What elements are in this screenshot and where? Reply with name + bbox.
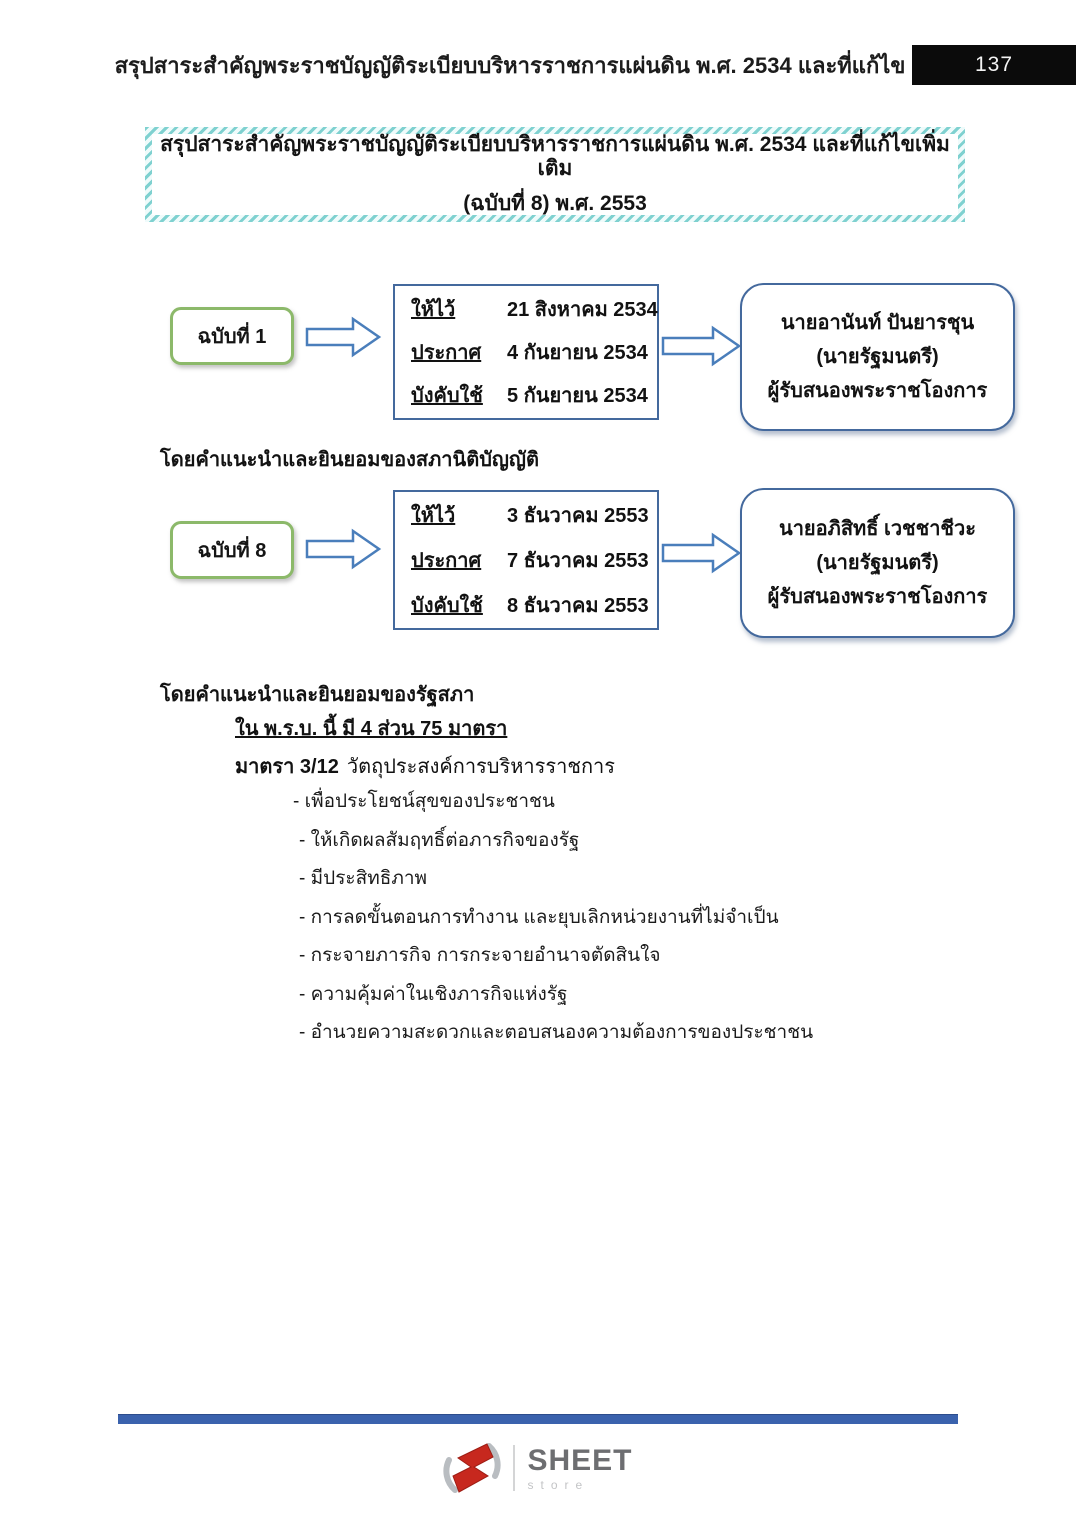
title-line-1: สรุปสาระสำคัญพระราชบัญญัติระเบียบบริหารราชการแผ่นดิน พ.ศ. 2534 และที่แก้ไขเพิ่มเติม — [160, 133, 950, 181]
summary-heading: ใน พ.ร.บ. นี้ มี 4 ส่วน 75 มาตรา — [235, 718, 508, 740]
footer-divider-bar — [118, 1414, 958, 1424]
signer-title: (นายรัฐมนตรี) — [816, 346, 939, 368]
objective-item: - มีประสิทธิภาพ — [299, 868, 428, 889]
date-row — [411, 343, 651, 363]
signer-box-edition-8 — [740, 488, 1015, 638]
date-label: บังคับใช้ — [411, 595, 483, 617]
right-arrow-icon — [305, 316, 383, 358]
section-line — [235, 750, 615, 782]
right-arrow-icon — [661, 532, 743, 574]
objective-item: - การลดขั้นตอนการทำงาน และยุบเลิกหน่วยงานที่ไม่จำเป็น — [299, 906, 779, 928]
edition-1-box — [170, 307, 294, 365]
title-frame-inner — [152, 134, 958, 215]
page-header-title: สรุปสาระสำคัญพระราชบัญญัติระเบียบบริหารราชการแผ่นดิน พ.ศ. 2534 และที่แก้ไข — [114, 53, 906, 78]
section-number: มาตรา 3/12 — [235, 756, 339, 778]
date-label: ให้ไว้ — [411, 299, 456, 321]
signer-box-edition-1 — [740, 283, 1015, 431]
date-value: 3 ธันวาคม 2553 — [507, 505, 649, 527]
logo-brand-sub: store — [527, 1477, 590, 1492]
right-arrow-icon — [305, 528, 383, 570]
dates-box-edition-1 — [393, 284, 659, 420]
signer-role: ผู้รับสนองพระราชโองการ — [767, 586, 988, 608]
page-number: 137 — [974, 53, 1014, 76]
date-row — [411, 386, 651, 406]
title-frame — [145, 127, 965, 222]
logo-text — [527, 1443, 633, 1492]
date-label: ให้ไว้ — [411, 505, 456, 527]
objective-item: - ความคุ้มค่าในเชิงภารกิจแห่งรัฐ — [299, 983, 568, 1005]
advice-note-1: โดยคำแนะนำและยินยอมของสภานิติบัญญัติ — [160, 449, 539, 471]
right-arrow-icon — [661, 325, 743, 367]
edition-8-label: ฉบับที่ 8 — [197, 540, 267, 562]
edition-8-box — [170, 521, 294, 579]
date-row — [411, 596, 651, 616]
date-value: 7 ธันวาคม 2553 — [507, 550, 649, 572]
signer-role: ผู้รับสนองพระราชโองการ — [767, 380, 988, 402]
edition-1-label: ฉบับที่ 1 — [197, 326, 267, 348]
objective-item: - ให้เกิดผลสัมฤทธิ์ต่อภารกิจของรัฐ — [299, 829, 580, 851]
date-label: ประกาศ — [411, 342, 482, 364]
date-value: 5 กันยายน 2534 — [507, 385, 648, 407]
signer-title: (นายรัฐมนตรี) — [816, 552, 939, 574]
page-number-badge — [912, 45, 1076, 85]
objective-item: - อำนวยความสะดวกและตอบสนองความต้องการของประชาชน — [299, 1022, 814, 1043]
date-value: 4 กันยายน 2534 — [507, 342, 648, 364]
advice-note-2: โดยคำแนะนำและยินยอมของรัฐสภา — [160, 684, 475, 706]
signer-name: นายอานันท์ ปันยารชุน — [780, 312, 975, 334]
title-line-2: (ฉบับที่ 8) พ.ศ. 2553 — [463, 191, 647, 215]
signer-name: นายอภิสิทธิ์ เวชชาชีวะ — [779, 518, 976, 540]
sheetstore-logo-icon — [443, 1438, 501, 1498]
date-label: บังคับใช้ — [411, 385, 483, 407]
date-row — [411, 551, 651, 571]
date-label: ประกาศ — [411, 550, 482, 572]
logo-divider — [513, 1445, 515, 1491]
section-title: วัตถุประสงค์การบริหารราชการ — [346, 756, 616, 778]
date-row — [411, 299, 658, 321]
objective-item: - กระจายภารกิจ การกระจายอำนาจตัดสินใจ — [299, 945, 661, 966]
date-value: 21 สิงหาคม 2534 — [507, 299, 658, 321]
footer-logo — [0, 1438, 1076, 1498]
logo-brand: SHEET — [527, 1443, 633, 1477]
objective-item: - เพื่อประโยชน์สุขของประชาชน — [293, 791, 555, 812]
date-row — [411, 506, 651, 526]
date-value: 8 ธันวาคม 2553 — [507, 595, 649, 617]
objectives-list — [293, 783, 933, 1053]
dates-box-edition-8 — [393, 490, 659, 630]
